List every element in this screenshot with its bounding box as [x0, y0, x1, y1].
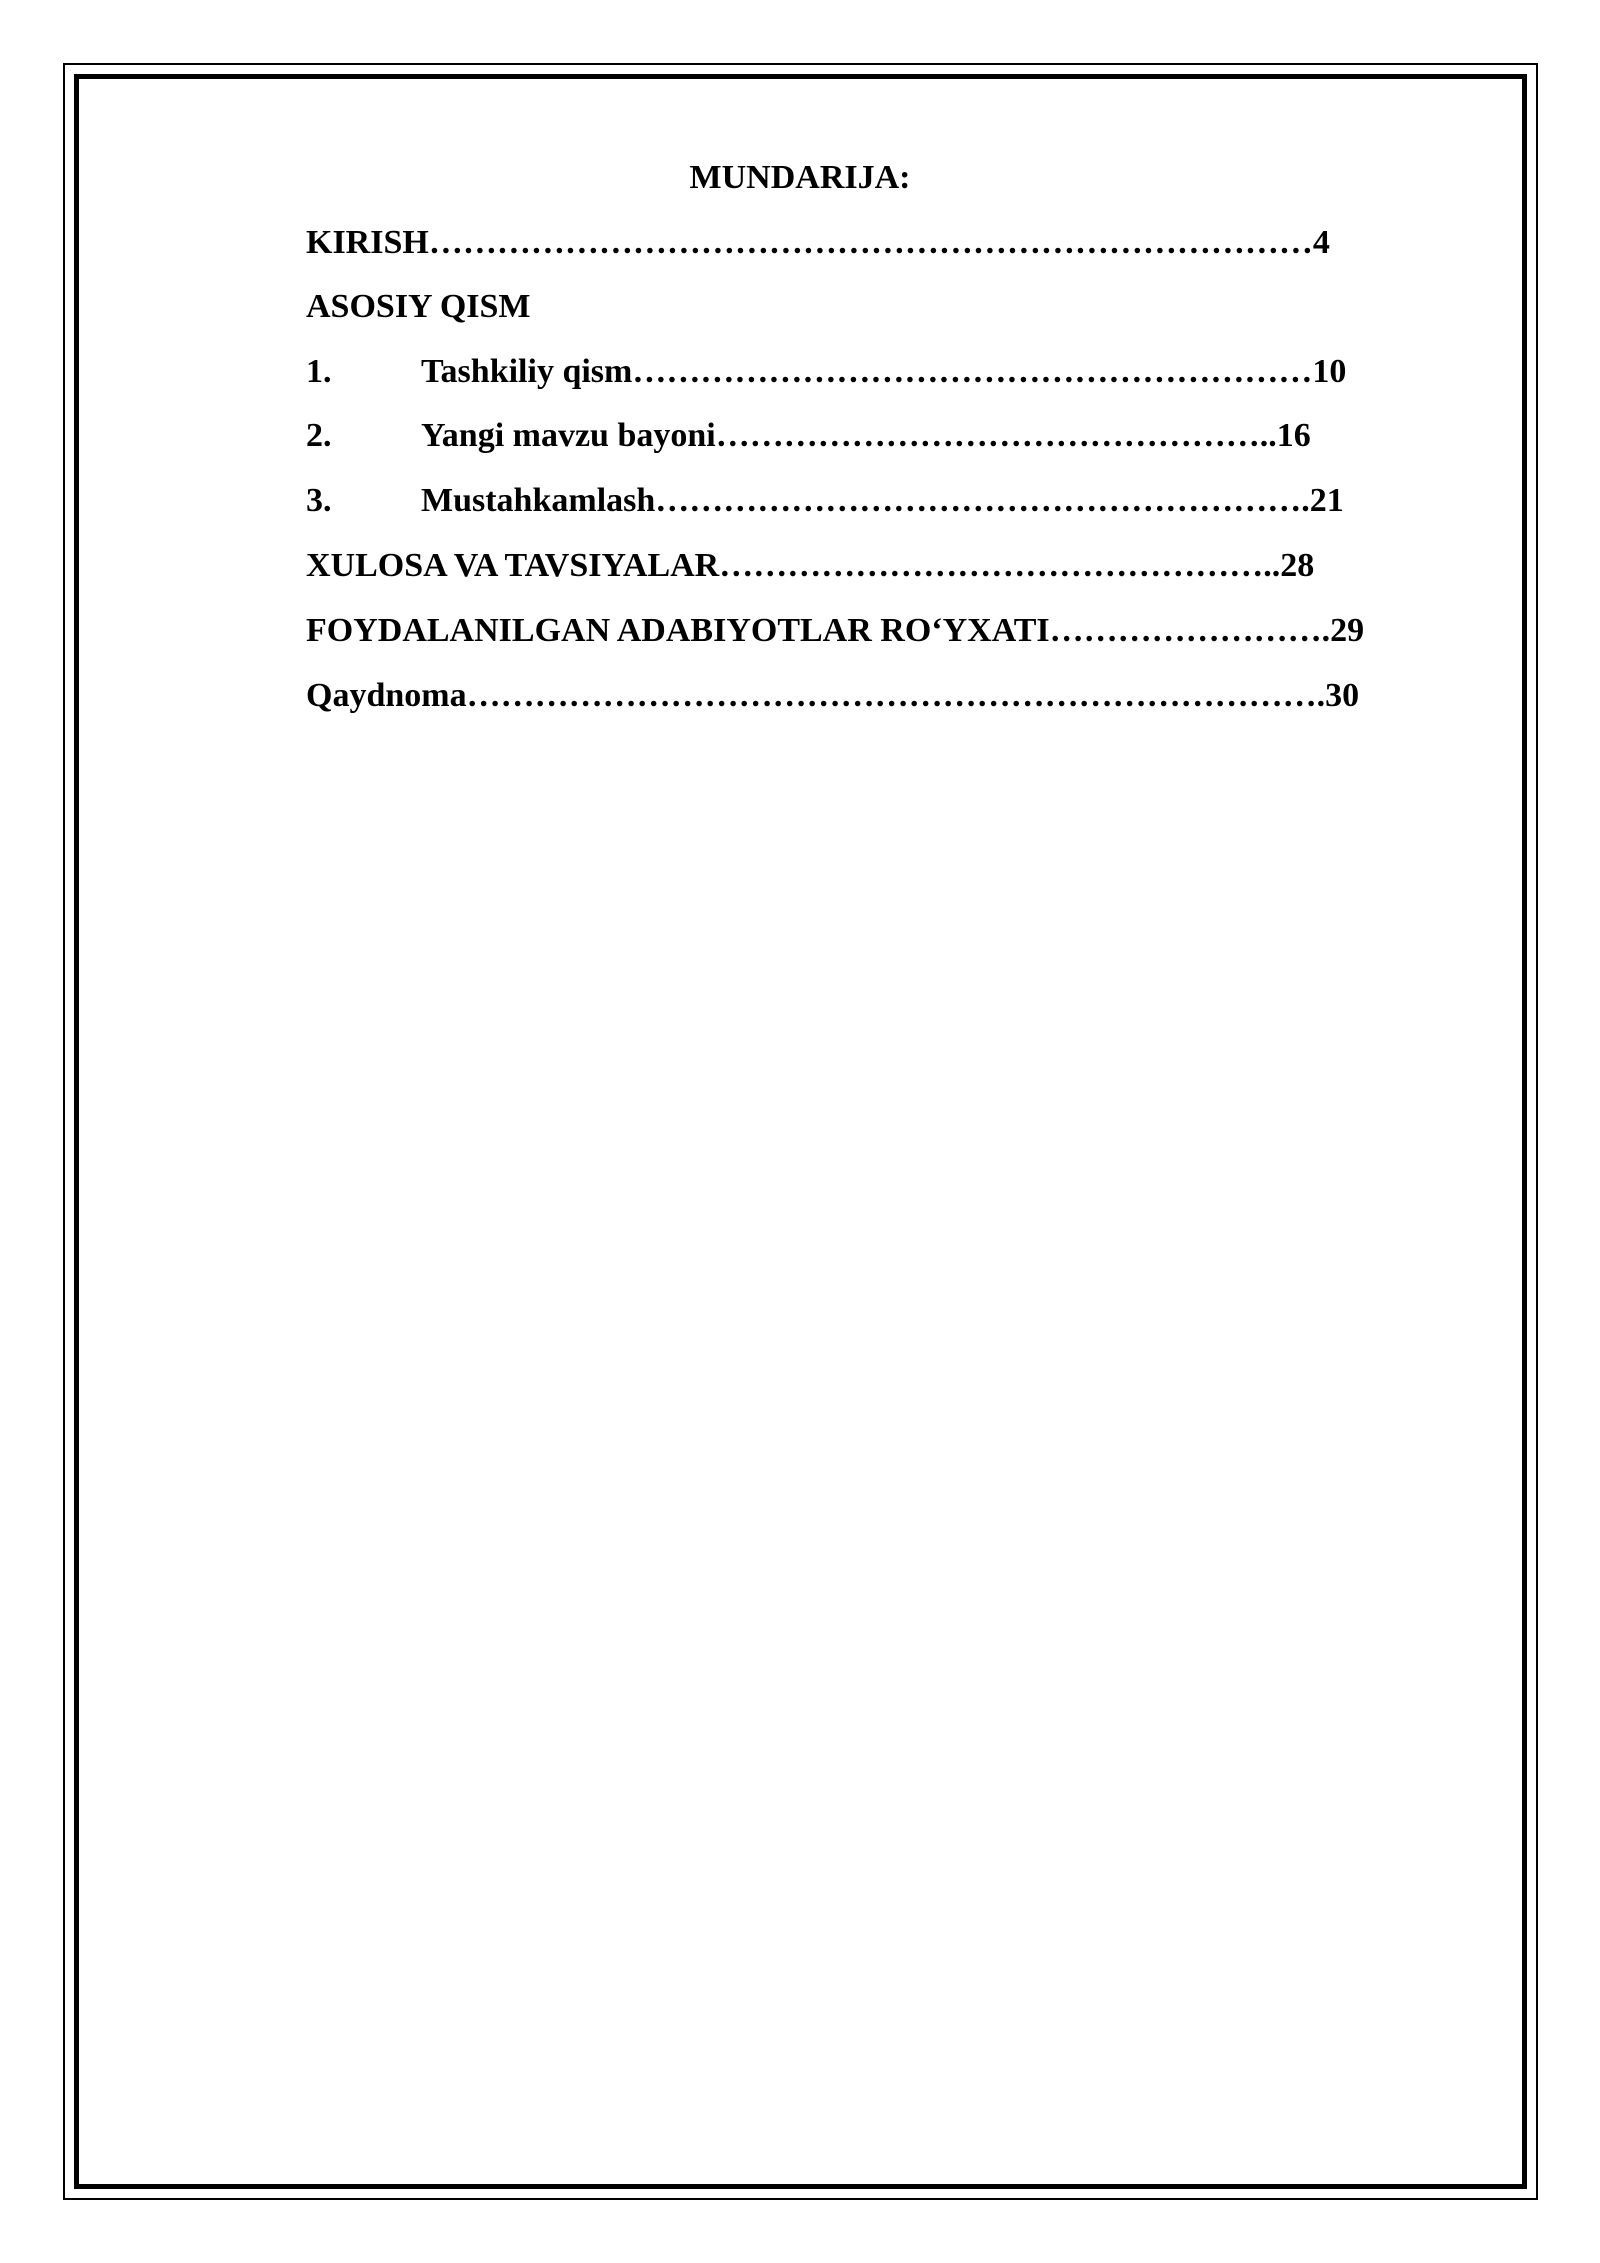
toc-entry-text: KIRISH……………………………………………………………………4 [306, 224, 1330, 261]
toc-entry-qaydnoma [306, 666, 1359, 726]
toc-entry-asosiy-qism [306, 277, 531, 337]
toc-entry-number: 3. [306, 482, 332, 519]
toc-entry-tashkiliy-qism [306, 342, 1346, 402]
toc-entry-text: FOYDALANILGAN ADABIYOTLAR RO‘YXATI…………………….29 [306, 612, 1365, 649]
toc-entry-text: Yangi mavzu bayoni…………………………………………..16 [421, 417, 1311, 454]
toc-entry-text: XULOSA VA TAVSIYALAR…………………………………………..28 [306, 547, 1315, 584]
toc-entry-yangi-mavzu [306, 406, 1311, 466]
toc-entry-text: Tashkiliy qism……………………………………………………10 [421, 353, 1347, 390]
toc-entry-xulosa [306, 536, 1314, 596]
toc-entry-number: 2. [306, 417, 332, 454]
toc-entry-number: 1. [306, 353, 332, 390]
toc-entry-kirish [306, 213, 1330, 273]
toc-entry-mustahkamlash [306, 471, 1344, 531]
toc-title: MUNDARIJA: [689, 159, 911, 196]
toc-entry-text: Qaydnoma………………………………………………………………….30 [306, 677, 1360, 714]
toc-entry-text: ASOSIY QISM [306, 288, 531, 325]
toc-entry-adabiyotlar [306, 601, 1364, 661]
toc-entry-text: Mustahkamlash………………………………………………….21 [421, 482, 1344, 519]
